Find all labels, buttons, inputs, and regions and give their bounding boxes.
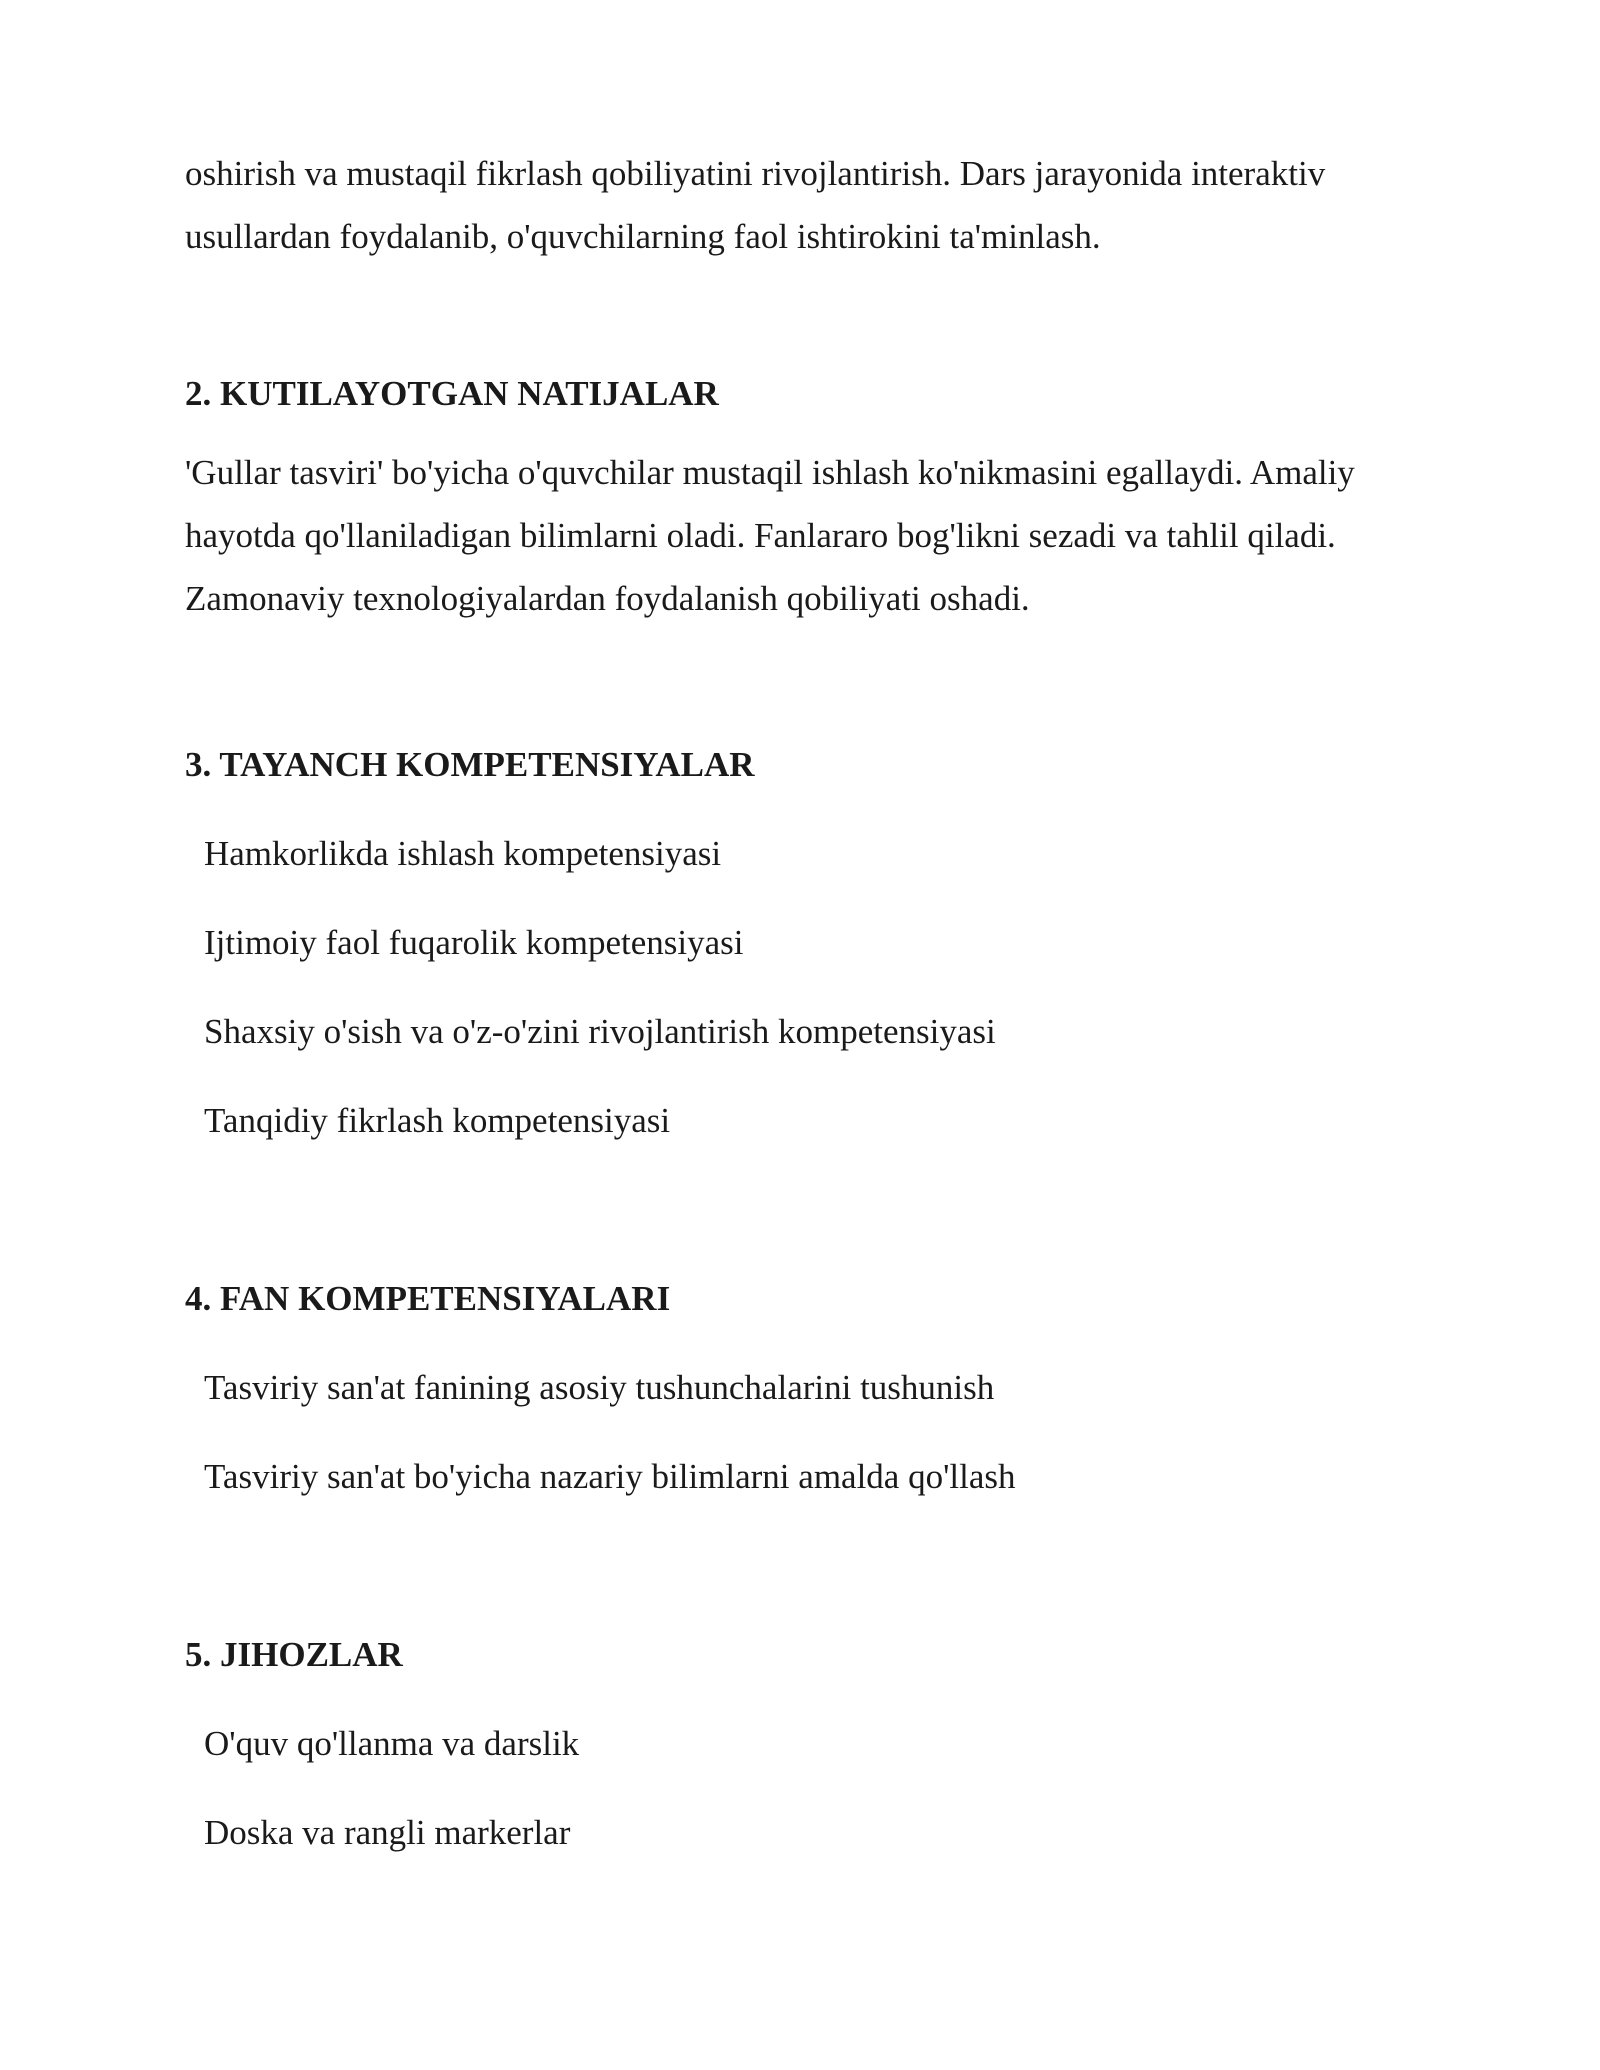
list-item: Tasviriy san'at fanining asosiy tushunchalarini tushunish xyxy=(204,1368,995,1407)
list-item: Tanqidiy fikrlash kompetensiyasi xyxy=(204,1101,671,1140)
section-heading-equipment: 5. JIHOZLAR xyxy=(185,1635,403,1674)
equipment-list xyxy=(185,1724,1425,1853)
list-item: Doska va rangli markerlar xyxy=(204,1813,571,1852)
document-content xyxy=(185,142,1425,1853)
list-item: O'quv qo'llanma va darslik xyxy=(204,1724,580,1763)
list-item: Shaxsiy o'sish va o'z-o'zini rivojlantirish kompetensiyasi xyxy=(204,1012,996,1051)
subject-competencies-list xyxy=(185,1368,1425,1497)
section-heading-expected-results: 2. KUTILAYOTGAN NATIJALAR xyxy=(185,374,719,413)
expected-results-paragraph: 'Gullar tasviri' bo'yicha o'quvchilar mustaqil ishlash ko'nikmasini egallaydi. Amaliy hayotda qo'llaniladigan bilimlarni oladi. Fanlararo bog'likni sezadi va tahlil qiladi. Zamonaviy texnologiyalardan foydalanish qobiliyati oshadi. xyxy=(185,453,1355,618)
section-heading-core-competencies: 3. TAYANCH KOMPETENSIYALAR xyxy=(185,745,755,784)
section-heading-subject-competencies: 4. FAN KOMPETENSIYALARI xyxy=(185,1279,671,1318)
core-competencies-list xyxy=(185,834,1425,1141)
list-item: Tasviriy san'at bo'yicha nazariy bilimlarni amalda qo'llash xyxy=(204,1457,1016,1496)
list-item: Hamkorlikda ishlash kompetensiyasi xyxy=(204,834,722,873)
intro-paragraph: oshirish va mustaqil fikrlash qobiliyatini rivojlantirish. Dars jarayonida interaktiv usullardan foydalanib, o'quvchilarning faol ishtirokini ta'minlash. xyxy=(185,154,1326,256)
list-item: Ijtimoiy faol fuqarolik kompetensiyasi xyxy=(204,923,744,962)
